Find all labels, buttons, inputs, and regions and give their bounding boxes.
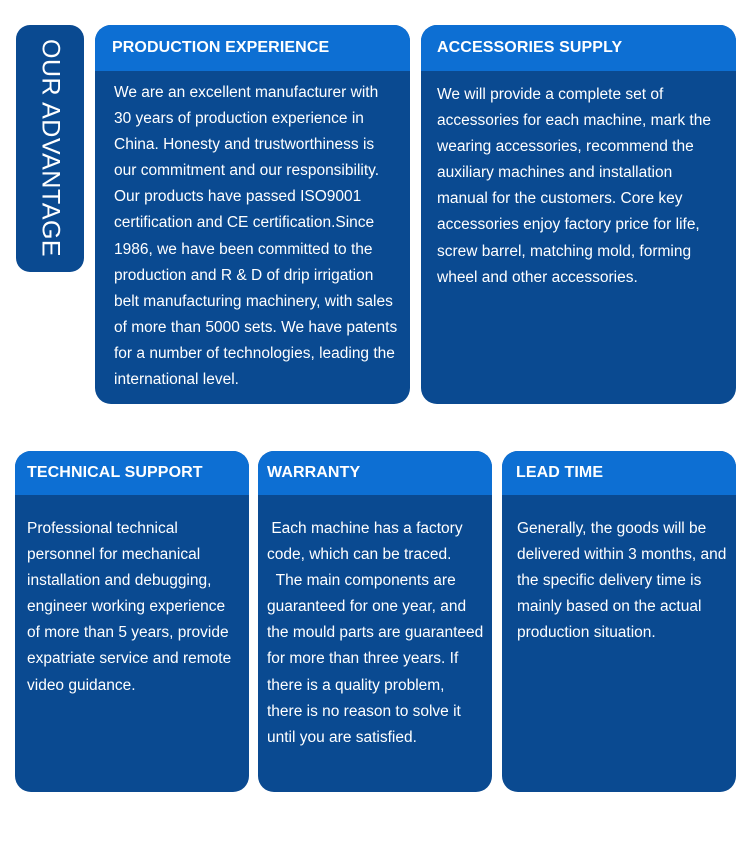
- card-text: We are an excellent manufacturer with 30 years of production experience in China. Honesty and trustworthiness is our commitment and our responsibility. Our products have passed ISO9001 certification and CE certification.Since 1986, we have been committed to the production and R & D of drip irrigation belt manufacturing machinery, with sales of more than 5000 sets. We have patents for a number of technologies, leading the international level.: [114, 84, 402, 389]
- card-production-experience: [95, 25, 410, 404]
- card-title: TECHNICAL SUPPORT: [15, 451, 249, 495]
- card-text: Generally, the goods will be delivered within 3 months, and the specific delivery time is mainly based on the actual production situation.: [517, 520, 731, 642]
- card-text: Professional technical personnel for mechanical installation and debugging, engineer working experience of more than 5 years, provide expatriate service and remote video guidance.: [27, 520, 236, 694]
- card-accessories-supply: [421, 25, 736, 404]
- card-title: PRODUCTION EXPERIENCE: [95, 25, 410, 71]
- card-warranty: [258, 451, 492, 792]
- card-title: LEAD TIME: [502, 451, 736, 495]
- card-title: ACCESSORIES SUPPLY: [421, 25, 736, 71]
- card-title: WARRANTY: [258, 451, 492, 495]
- section-label-panel: [16, 25, 84, 272]
- card-lead-time: [502, 451, 736, 792]
- card-technical-support: [15, 451, 249, 792]
- card-text: We will provide a complete set of accessories for each machine, mark the wearing accessories, recommend the auxiliary machines and installation manual for the customers. Core key accessories enjoy factory price for life, screw barrel, matching mold, forming wheel and other accessories.: [437, 86, 716, 286]
- card-text: Each machine has a factory code, which can be traced. The main components are guaranteed for one year, and the mould parts are guaranteed for more than three years. If there is a quality problem, there is no reason to solve it until you are satisfied.: [267, 520, 484, 746]
- section-label: OUR ADVANTAGE: [36, 39, 65, 258]
